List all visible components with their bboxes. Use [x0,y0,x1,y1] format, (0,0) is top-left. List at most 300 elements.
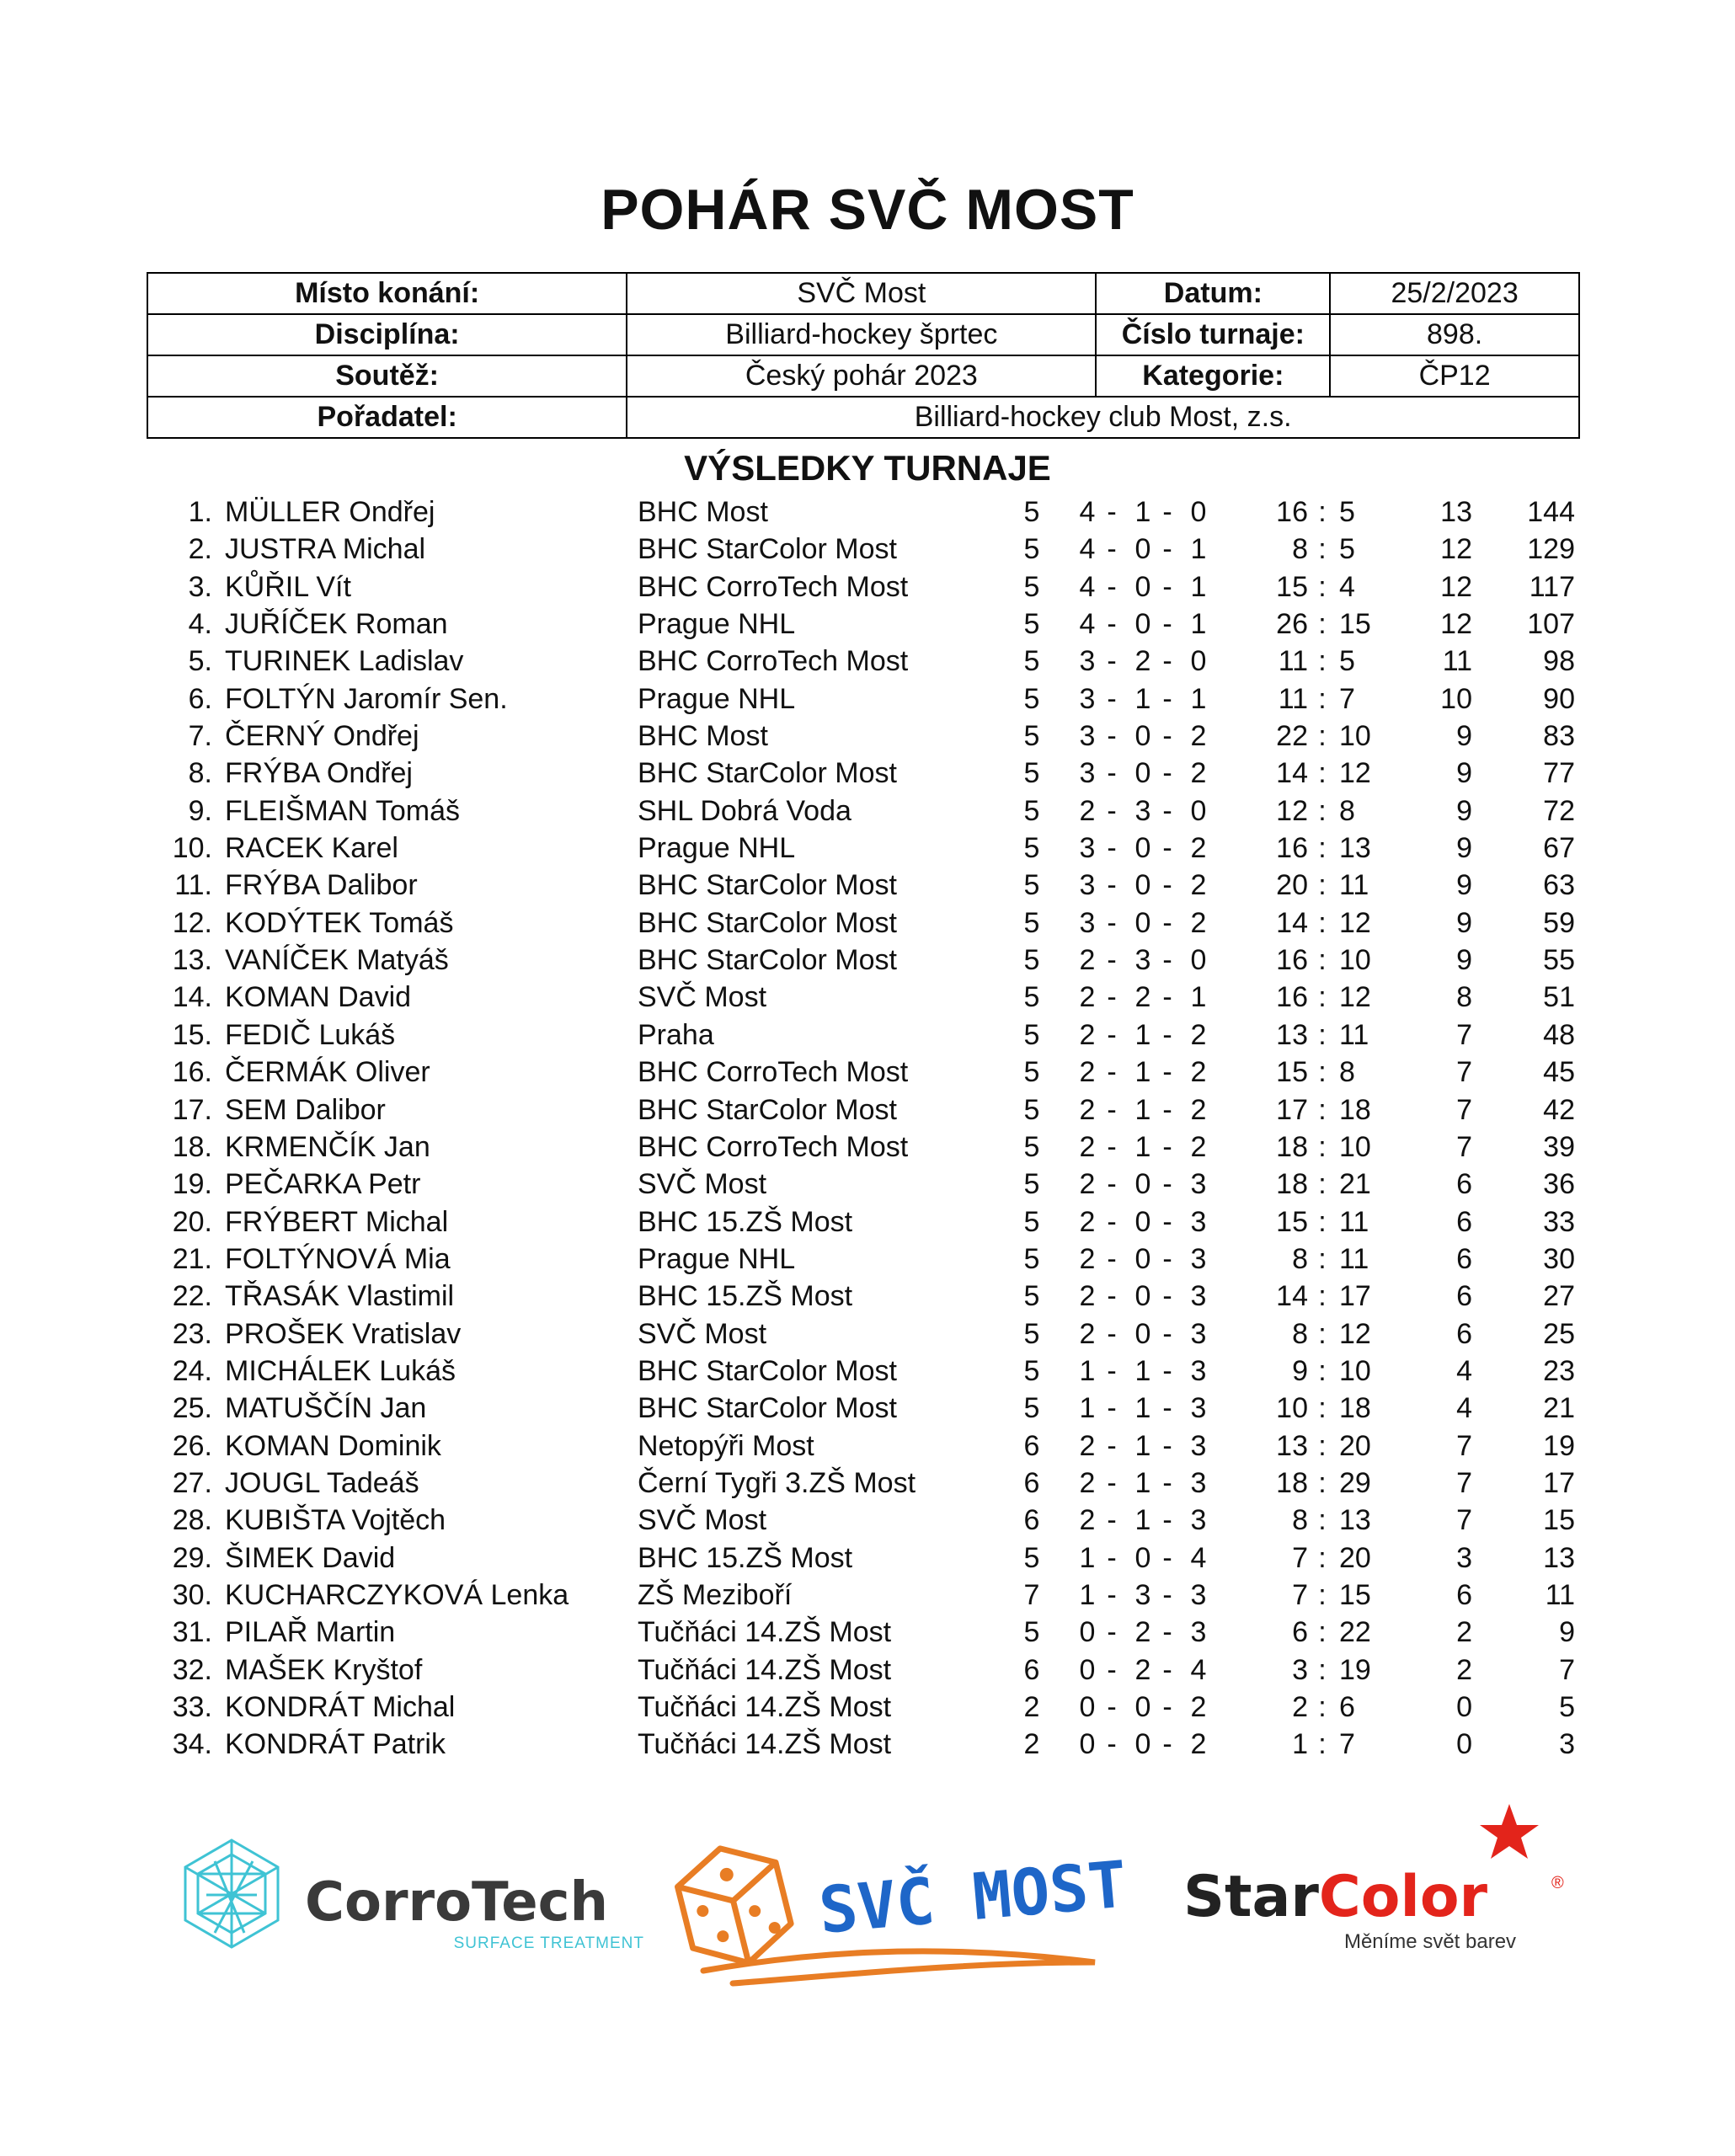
wins: 2 [1079,944,1096,977]
score-colon: : [1318,794,1327,827]
result-rank: 19. [172,1168,212,1201]
points: 12 [1440,533,1472,566]
ranking-points: 129 [1527,533,1575,566]
club-name: BHC 15.ZŠ Most [638,1541,853,1574]
separator: - [1107,906,1117,939]
points: 6 [1456,1205,1472,1238]
score-colon: : [1318,981,1327,1014]
draws: 1 [1134,1354,1151,1387]
club-name: Tučňáci 14.ZŠ Most [638,1653,892,1686]
result-rank: 3. [188,570,212,603]
goals-for: 6 [1292,1616,1308,1649]
draws: 1 [1134,1093,1151,1126]
points: 12 [1440,570,1472,603]
goals-for: 7 [1292,1578,1308,1611]
ranking-points: 27 [1543,1280,1575,1313]
draws: 0 [1134,720,1151,753]
goals-for: 22 [1276,720,1308,753]
ranking-points: 67 [1543,832,1575,865]
separator: - [1107,1541,1117,1574]
goals-against: 4 [1339,570,1355,603]
draws: 1 [1134,1056,1151,1089]
result-rank: 23. [172,1317,212,1350]
ranking-points: 9 [1559,1616,1575,1649]
score-colon: : [1318,1429,1327,1462]
draws: 1 [1134,682,1151,715]
player-name: PILAŘ Martin [225,1616,396,1649]
points: 9 [1456,869,1472,902]
tournament-number-value: 898. [1330,314,1579,355]
separator: - [1162,1578,1172,1611]
wins: 1 [1079,1392,1096,1425]
points: 9 [1456,720,1472,753]
result-row [0,755,1735,792]
goals-against: 19 [1339,1653,1371,1686]
result-rank: 30. [172,1578,212,1611]
wins: 1 [1079,1541,1096,1574]
separator: - [1162,1691,1172,1723]
player-name: KUBIŠTA Vojtěch [225,1504,446,1537]
wins: 2 [1079,1018,1096,1051]
player-name: KODÝTEK Tomáš [225,906,454,939]
points: 7 [1456,1130,1472,1163]
goals-for: 8 [1292,1504,1308,1537]
score-colon: : [1318,1691,1327,1723]
separator: - [1107,1429,1117,1462]
goals-against: 12 [1339,981,1371,1014]
result-rank: 4. [188,608,212,641]
wins: 4 [1079,533,1096,566]
result-rank: 15. [172,1018,212,1051]
result-rank: 24. [172,1354,212,1387]
score-colon: : [1318,1616,1327,1649]
score-colon: : [1318,1354,1327,1387]
category-value: ČP12 [1330,355,1579,397]
wins: 3 [1079,832,1096,865]
points: 13 [1440,496,1472,528]
separator: - [1107,1093,1117,1126]
player-name: PEČARKA Petr [225,1168,421,1201]
club-name: Netopýři Most [638,1429,814,1462]
wins: 1 [1079,1354,1096,1387]
goals-for: 1 [1292,1728,1308,1761]
draws: 0 [1134,608,1151,641]
competition-value: Český pohár 2023 [627,355,1096,397]
corrotech-logo [185,1840,644,1952]
draws: 1 [1134,1429,1151,1462]
starcolor-name-star: Star [1183,1864,1319,1930]
goals-for: 18 [1276,1466,1308,1499]
games-played: 5 [1023,757,1040,790]
score-colon: : [1318,570,1327,603]
place-value: SVČ Most [627,273,1096,314]
separator: - [1162,1168,1172,1201]
wins: 2 [1079,1504,1096,1537]
club-name: BHC StarColor Most [638,1354,897,1387]
separator: - [1107,869,1117,902]
wins: 4 [1079,496,1096,528]
ranking-points: 15 [1543,1504,1575,1537]
goals-for: 26 [1276,608,1308,641]
score-colon: : [1318,720,1327,753]
wins: 3 [1079,720,1096,753]
club-name: SVČ Most [638,981,767,1014]
result-row [0,718,1735,755]
goals-against: 15 [1339,1578,1371,1611]
club-name: ZŠ Meziboří [638,1578,793,1611]
separator: - [1162,1130,1172,1163]
club-name: BHC StarColor Most [638,906,897,939]
ranking-points: 144 [1527,496,1575,528]
wins: 2 [1079,981,1096,1014]
score-colon: : [1318,533,1327,566]
points: 11 [1442,645,1472,678]
wins: 0 [1079,1616,1096,1649]
club-name: Prague NHL [638,1242,796,1275]
ranking-points: 63 [1543,869,1575,902]
player-name: ČERMÁK Oliver [225,1056,430,1089]
ranking-points: 36 [1543,1168,1575,1201]
score-colon: : [1318,1392,1327,1425]
organizer-label: Pořadatel: [147,397,627,438]
result-rank: 6. [188,682,212,715]
separator: - [1162,1429,1172,1462]
separator: - [1162,1466,1172,1499]
goals-for: 15 [1276,570,1308,603]
score-colon: : [1318,608,1327,641]
draws: 0 [1134,570,1151,603]
draws: 0 [1134,1205,1151,1238]
score-colon: : [1318,1205,1327,1238]
losses: 3 [1190,1466,1207,1499]
wins: 2 [1079,1205,1096,1238]
games-played: 6 [1023,1429,1040,1462]
wins: 2 [1079,794,1096,827]
wins: 3 [1079,645,1096,678]
score-colon: : [1318,832,1327,865]
games-played: 5 [1023,1168,1040,1201]
draws: 2 [1134,1653,1151,1686]
goals-against: 11 [1339,869,1369,902]
result-row [0,1278,1735,1315]
games-played: 5 [1023,1616,1040,1649]
points: 0 [1456,1691,1472,1723]
separator: - [1107,1392,1117,1425]
wins: 2 [1079,1466,1096,1499]
ranking-points: 33 [1543,1205,1575,1238]
separator: - [1162,1280,1172,1313]
goals-against: 29 [1339,1466,1371,1499]
games-played: 5 [1023,981,1040,1014]
result-rank: 26. [172,1429,212,1462]
starcolor-logo [1183,1804,1564,1953]
result-row [0,1017,1735,1054]
corrotech-tagline: SURFACE TREATMENT [453,1935,644,1952]
player-name: PROŠEK Vratislav [225,1317,462,1350]
tournament-info-table [147,272,1580,439]
club-name: SVČ Most [638,1317,767,1350]
goals-against: 10 [1339,944,1371,977]
points: 6 [1456,1317,1472,1350]
goals-for: 16 [1276,832,1308,865]
club-name: BHC CorroTech Most [638,645,909,678]
result-row [0,1689,1735,1726]
ranking-points: 107 [1527,608,1575,641]
points: 7 [1456,1429,1472,1462]
ranking-points: 48 [1543,1018,1575,1051]
score-colon: : [1318,1093,1327,1126]
ranking-points: 3 [1559,1728,1575,1761]
score-colon: : [1318,1578,1327,1611]
separator: - [1107,1578,1117,1611]
player-name: TURINEK Ladislav [225,645,464,678]
ranking-points: 98 [1543,645,1575,678]
separator: - [1107,794,1117,827]
goals-against: 13 [1339,832,1371,865]
goals-against: 17 [1339,1280,1371,1313]
player-name: JUŘÍČEK Roman [225,608,448,641]
draws: 1 [1134,1466,1151,1499]
result-rank: 33. [172,1691,212,1723]
separator: - [1162,1056,1172,1089]
losses: 1 [1190,682,1207,715]
goals-for: 14 [1276,1280,1308,1313]
goals-against: 22 [1339,1616,1371,1649]
svc-most-name: SVČ MOST [815,1846,1130,1948]
result-row [0,1577,1735,1614]
score-colon: : [1318,1168,1327,1201]
discipline-label: Disciplína: [147,314,627,355]
player-name: FLEIŠMAN Tomáš [225,794,461,827]
draws: 0 [1134,1541,1151,1574]
info-row-competition [147,355,1579,397]
games-played: 5 [1023,1392,1040,1425]
separator: - [1162,1317,1172,1350]
player-name: VANÍČEK Matyáš [225,944,449,977]
club-name: Tučňáci 14.ZŠ Most [638,1691,892,1723]
points: 9 [1456,757,1472,790]
separator: - [1107,1242,1117,1275]
points: 7 [1456,1504,1472,1537]
result-row [0,1054,1735,1091]
ranking-points: 45 [1543,1056,1575,1089]
separator: - [1162,1504,1172,1537]
ranking-points: 90 [1543,682,1575,715]
losses: 2 [1190,757,1207,790]
ranking-points: 77 [1543,757,1575,790]
wins: 4 [1079,608,1096,641]
games-played: 5 [1023,608,1040,641]
separator: - [1107,1056,1117,1089]
player-name: JOUGL Tadeáš [225,1466,419,1499]
points: 7 [1456,1093,1472,1126]
player-name: FEDIČ Lukáš [225,1018,396,1051]
result-rank: 10. [172,832,212,865]
separator: - [1107,1504,1117,1537]
result-row [0,1353,1735,1390]
goals-against: 7 [1339,1728,1355,1761]
place-label: Místo konání: [147,273,627,314]
losses: 2 [1190,832,1207,865]
goals-for: 12 [1276,794,1308,827]
player-name: FOLTÝN Jaromír Sen. [225,682,508,715]
draws: 0 [1134,869,1151,902]
losses: 3 [1190,1317,1207,1350]
result-row [0,1465,1735,1502]
separator: - [1107,757,1117,790]
result-rank: 32. [172,1653,212,1686]
goals-against: 8 [1339,794,1355,827]
goals-for: 17 [1276,1093,1308,1126]
result-rank: 27. [172,1466,212,1499]
draws: 1 [1134,1018,1151,1051]
player-name: KONDRÁT Michal [225,1691,456,1723]
separator: - [1107,1168,1117,1201]
goals-against: 11 [1339,1018,1369,1051]
draws: 2 [1134,645,1151,678]
goals-for: 13 [1276,1429,1308,1462]
draws: 0 [1134,757,1151,790]
club-name: Prague NHL [638,832,796,865]
ranking-points: 21 [1543,1392,1575,1425]
club-name: Prague NHL [638,608,796,641]
goals-for: 16 [1276,981,1308,1014]
separator: - [1162,570,1172,603]
separator: - [1107,496,1117,528]
club-name: BHC CorroTech Most [638,1130,909,1163]
results-list [0,494,1735,1764]
wins: 4 [1079,570,1096,603]
losses: 1 [1190,533,1207,566]
goals-against: 20 [1339,1541,1371,1574]
goals-against: 15 [1339,608,1371,641]
goals-against: 5 [1339,645,1355,678]
competition-label: Soutěž: [147,355,627,397]
result-row [0,1129,1735,1166]
goals-against: 18 [1339,1392,1371,1425]
result-rank: 16. [172,1056,212,1089]
result-row [0,1540,1735,1577]
games-played: 2 [1023,1691,1040,1723]
games-played: 5 [1023,869,1040,902]
starcolor-name-color: Color [1318,1864,1488,1930]
player-name: MAŠEK Kryštof [225,1653,423,1686]
wins: 2 [1079,1317,1096,1350]
points: 7 [1456,1466,1472,1499]
points: 2 [1456,1653,1472,1686]
goals-against: 21 [1339,1168,1371,1201]
separator: - [1162,869,1172,902]
losses: 0 [1190,944,1207,977]
goals-against: 12 [1339,1317,1371,1350]
games-played: 5 [1023,533,1040,566]
goals-for: 10 [1276,1392,1308,1425]
goals-for: 8 [1292,533,1308,566]
losses: 3 [1190,1392,1207,1425]
games-played: 5 [1023,1317,1040,1350]
info-row-place [147,273,1579,314]
result-rank: 5. [188,645,212,678]
draws: 3 [1134,944,1151,977]
points: 9 [1456,944,1472,977]
svc-most-logo [671,1836,1129,1983]
draws: 1 [1134,1130,1151,1163]
result-rank: 14. [172,981,212,1014]
separator: - [1162,832,1172,865]
ranking-points: 5 [1559,1691,1575,1723]
svg-text:StarColor [1183,1864,1488,1930]
result-row [0,1390,1735,1427]
separator: - [1107,1280,1117,1313]
score-colon: : [1318,682,1327,715]
points: 6 [1456,1280,1472,1313]
info-row-discipline [147,314,1579,355]
separator: - [1162,906,1172,939]
separator: - [1162,645,1172,678]
losses: 2 [1190,1728,1207,1761]
ranking-points: 42 [1543,1093,1575,1126]
score-colon: : [1318,1056,1327,1089]
goals-for: 18 [1276,1168,1308,1201]
ranking-points: 19 [1543,1429,1575,1462]
wins: 3 [1079,906,1096,939]
result-row [0,606,1735,643]
wins: 2 [1079,1168,1096,1201]
goals-against: 10 [1339,1354,1371,1387]
separator: - [1162,1093,1172,1126]
corrotech-name: CorroTech [305,1871,609,1934]
ranking-points: 72 [1543,794,1575,827]
separator: - [1162,1653,1172,1686]
club-name: BHC StarColor Most [638,944,897,977]
club-name: BHC StarColor Most [638,1093,897,1126]
games-played: 6 [1023,1504,1040,1537]
result-row [0,792,1735,830]
starcolor-tagline: Měníme svět barev [1343,1930,1517,1953]
losses: 4 [1190,1541,1207,1574]
games-played: 6 [1023,1653,1040,1686]
separator: - [1162,1242,1172,1275]
separator: - [1107,645,1117,678]
result-row [0,1241,1735,1278]
wins: 3 [1079,682,1096,715]
result-row [0,1726,1735,1763]
result-row [0,494,1735,531]
goals-for: 15 [1276,1056,1308,1089]
points: 6 [1456,1242,1472,1275]
player-name: SEM Dalibor [225,1093,386,1126]
discipline-value: Billiard-hockey šprtec [627,314,1096,355]
wins: 2 [1079,1093,1096,1126]
games-played: 5 [1023,906,1040,939]
losses: 2 [1190,1691,1207,1723]
separator: - [1107,720,1117,753]
goals-for: 14 [1276,757,1308,790]
result-rank: 29. [172,1541,212,1574]
result-row [0,568,1735,606]
club-name: SHL Dobrá Voda [638,794,851,827]
result-rank: 21. [172,1242,212,1275]
player-name: FRÝBA Dalibor [225,869,418,902]
separator: - [1107,1466,1117,1499]
score-colon: : [1318,1130,1327,1163]
player-name: ŠIMEK David [225,1541,396,1574]
draws: 3 [1134,1578,1151,1611]
points: 9 [1456,906,1472,939]
wins: 1 [1079,1578,1096,1611]
score-colon: : [1318,1280,1327,1313]
losses: 0 [1190,794,1207,827]
